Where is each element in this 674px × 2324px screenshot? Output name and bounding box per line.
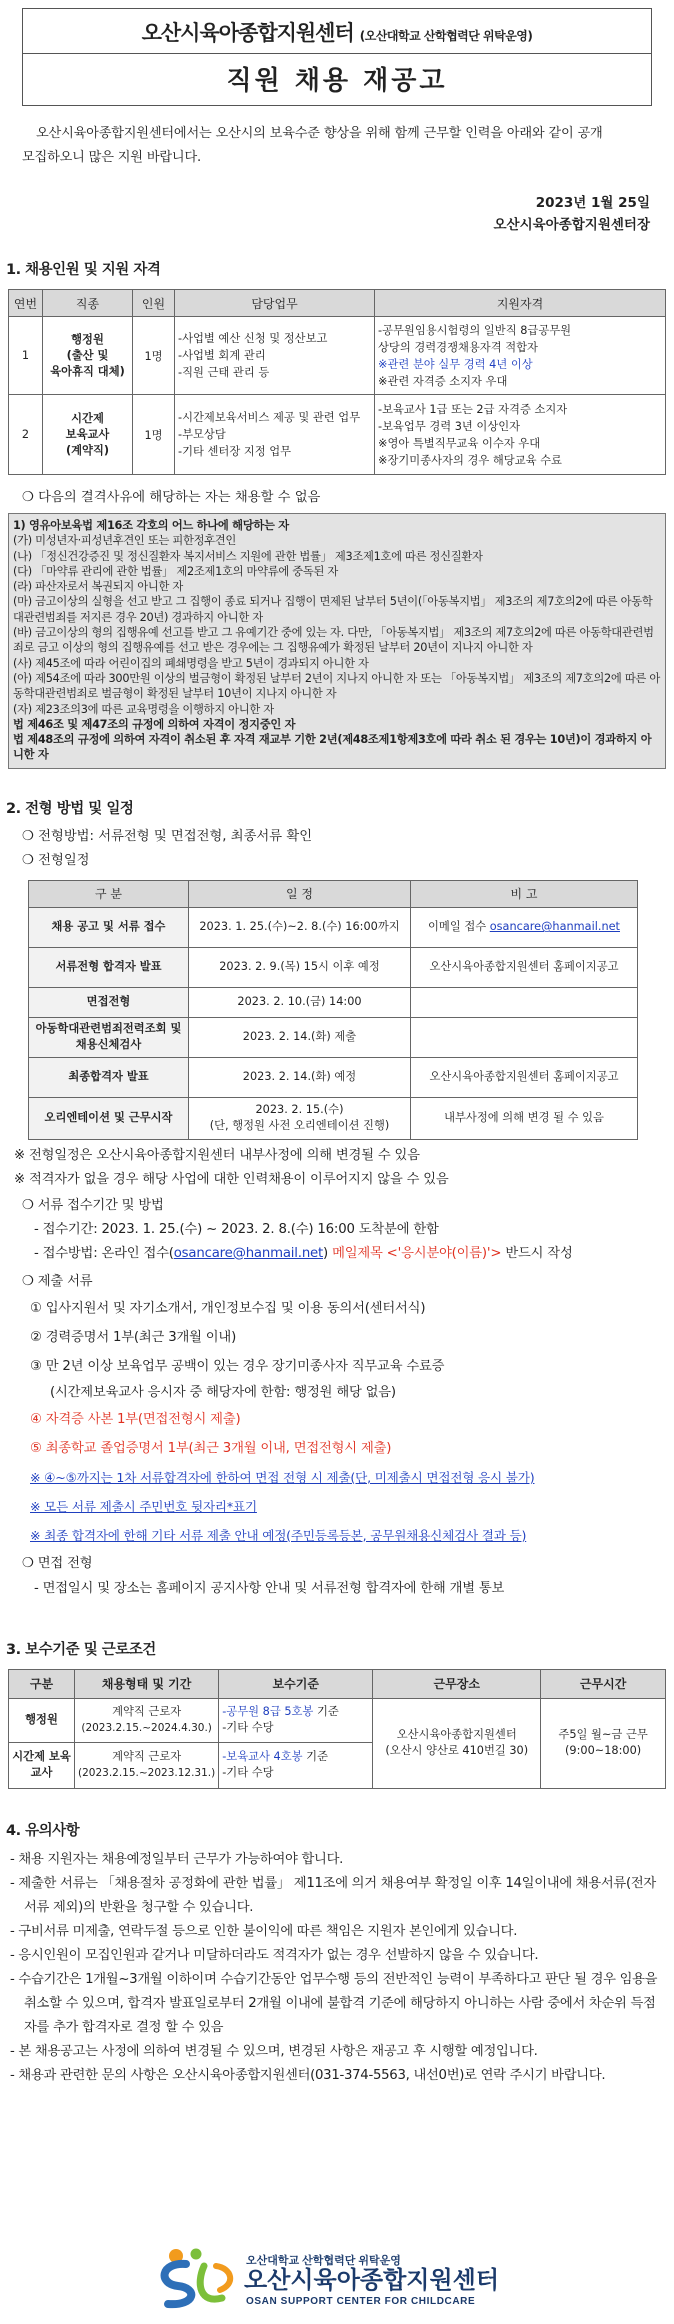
- section-3-title: 3. 보수기준 및 근로조건: [6, 1641, 156, 1658]
- doc-item: ① 입사지원서 및 자기소개서, 개인정보수집 및 이용 동의서(센터서식): [30, 1300, 426, 1316]
- table-row: [29, 987, 638, 1017]
- recruitment-notice-page: [0, 8, 674, 2324]
- footer-logo-block: [0, 2244, 674, 2314]
- disq-line: (라) 파산자로서 복권되지 아니한 자: [13, 580, 183, 594]
- pay-standard: [219, 1742, 373, 1788]
- form-line: (2023.2.15.~2024.4.30.): [81, 1722, 212, 1735]
- place-line: (오산시 양산로 410번길 30): [385, 1744, 529, 1758]
- sched-note: 오산시육아종합지원센터 홈페이지공고: [411, 947, 638, 987]
- doc-item: ⑤ 최종학교 졸업증명서 1부(최근 3개월 이내, 면접전형시 제출): [30, 1440, 392, 1456]
- header-org-row: [23, 9, 651, 54]
- qual-line: -보육교사 1급 또는 2급 자격증 소지자: [378, 402, 568, 416]
- selection-method: ❍ 전형방법: 서류전형 및 면접전형, 최종서류 확인: [22, 828, 313, 844]
- table-row: [29, 1017, 638, 1057]
- doc-note: ※ 모든 서류 제출시 주민번호 뒷자리*표기: [30, 1498, 257, 1514]
- sched-date: 2023. 2. 9.(목) 15시 이후 예정: [189, 947, 411, 987]
- pay-header-hours: 근무시간: [541, 1669, 666, 1698]
- disq-line: 법 제46조 및 제47조의 규정에 의하여 자격이 정지중인 자: [13, 717, 296, 731]
- center-logo-icon: [165, 2249, 231, 2305]
- method-subject-rule: 메일제목 <'응시분야(이름)'>: [332, 1245, 502, 1261]
- pay-header-row: [9, 1669, 666, 1698]
- form-line: 계약직 근로자: [112, 1705, 182, 1719]
- col-header-quals: 지원자격: [375, 290, 666, 317]
- email-link[interactable]: osancare@hanmail.net: [489, 920, 620, 934]
- sched-header-step: 구 분: [29, 880, 189, 907]
- pay-standard: [219, 1698, 373, 1742]
- pay-form: [75, 1698, 219, 1742]
- footer-english-name: OSAN SUPPORT CENTER FOR CHILDCARE: [246, 2296, 476, 2307]
- pay-type: 행정원: [9, 1698, 75, 1742]
- docs-label: ❍ 제출 서류: [22, 1273, 93, 1289]
- doc-item: ② 경력증명서 1부(최근 3개월 이내): [30, 1329, 237, 1345]
- submit-period: - 접수기간: 2023. 1. 25.(수) ~ 2023. 2. 8.(수) 16:00 도착분에 한함: [34, 1221, 439, 1237]
- table-row: [29, 1097, 638, 1139]
- note-item: - 응시인원이 모집인원과 같거나 미달하더라도 적격자가 없는 경우 선발하지 않을 수 있습니다.: [10, 1947, 539, 1963]
- doc-item-note: (시간제보육교사 응시자 중 해당자에 한함: 행정원 해당 없음): [50, 1384, 396, 1400]
- doc-note: ※ 최종 합격자에 한해 기타 서류 제출 안내 예정(주민등록등본, 공무원채용신체검사 결과 등): [30, 1527, 527, 1543]
- note-item: - 채용 지원자는 채용예정일부터 근무가 가능하여야 합니다.: [10, 1851, 344, 1867]
- doc-item: ④ 자격증 사본 1부(면접전형시 제출): [30, 1411, 241, 1427]
- sched-date: [189, 1097, 411, 1139]
- disqualification-box: [8, 513, 666, 769]
- sched-step: 최종합격자 발표: [29, 1057, 189, 1097]
- duty-line: -기타 센터장 지정 업무: [178, 445, 292, 458]
- pay-form: [75, 1742, 219, 1788]
- issuer-name: 오산시육아종합지원센터장: [493, 217, 650, 233]
- interview-label: ❍ 면접 전형: [22, 1555, 93, 1571]
- footer-center-name: 오산시육아종합지원센터: [244, 2267, 500, 2294]
- schedule-table: [28, 880, 638, 1140]
- schedule-note: ※ 전형일정은 오산시육아종합지원센터 내부사정에 의해 변경될 수 있음: [14, 1147, 420, 1163]
- form-line: (2023.2.15.~2023.12.31.): [78, 1767, 216, 1780]
- sched-date: 2023. 2. 14.(화) 제출: [189, 1017, 411, 1057]
- method-suffix: 반드시 작성: [501, 1245, 573, 1261]
- notice-header: [22, 8, 652, 106]
- doc-item: ③ 만 2년 이상 보육업무 공백이 있는 경우 장기미종사자 직무교육 수료증: [30, 1358, 445, 1374]
- doc-note: ※ ④~⑤까지는 1차 서류합격자에 한하여 면접 전형 시 제출(단, 미제출시 면접전형 응시 불가): [30, 1469, 535, 1485]
- qual-line: -보육업무 경력 3년 이상인자: [378, 419, 521, 433]
- method-prefix: - 접수방법: 온라인 접수(: [34, 1245, 174, 1261]
- date-line: (단, 행정원 사전 오리엔테이션 진행): [209, 1119, 390, 1133]
- org-subtitle: (오산대학교 산학협력단 위탁운영): [359, 29, 533, 43]
- qual-line: ※관련 분야 실무 경력 4년 이상: [378, 357, 533, 371]
- issue-block: [0, 192, 650, 236]
- row-count: 1명: [133, 317, 175, 395]
- sched-step: 아동학대관련범죄전력조회 및 채용신체검사: [29, 1017, 189, 1057]
- sched-date: 2023. 2. 10.(금) 14:00: [189, 987, 411, 1017]
- duty-line: -시간제보육서비스 제공 및 관련 업무: [178, 411, 361, 424]
- sched-step: 채용 공고 및 서류 접수: [29, 907, 189, 947]
- issue-date: 2023년 1월 25일: [535, 195, 650, 211]
- col-header-job: 직종: [43, 290, 133, 317]
- duty-line: -부모상담: [178, 428, 226, 441]
- work-hours: [541, 1698, 666, 1788]
- submit-method: [22, 1242, 674, 1266]
- docs-list: [22, 1294, 674, 1550]
- pay-grade-suffix: 기준: [302, 1750, 328, 1764]
- duty-line: -사업별 회계 관리: [178, 349, 266, 362]
- disq-line: 1) 영유아보육법 제16조 각호의 어느 하나에 해당하는 자: [13, 519, 289, 532]
- section-2-title: 2. 전형 방법 및 일정: [6, 800, 134, 817]
- pay-type: 시간제 보육교사: [9, 1742, 75, 1788]
- note-item: - 구비서류 미제출, 연락두절 등으로 인한 불이익에 따른 책임은 지원자 본인에게 있습니다.: [10, 1923, 518, 1939]
- disq-line: (사) 제45조에 따라 어린이집의 폐쇄명령을 받고 5년이 경과되지 아니한 자: [13, 656, 369, 670]
- pay-header-form: 채용형태 및 기간: [75, 1669, 219, 1698]
- disq-line: (마) 금고이상의 실형을 선고 받고 그 집행이 종료 되거나 집행이 면제된 날부터 5년이(「아동복지법」 제3조의 제7호의2에 따른 아동학대관련범죄를 저지른 경우 20년) 경과하지 아니한 자: [13, 595, 653, 624]
- pay-grade: -공무원 8급 5호봉: [222, 1705, 314, 1719]
- disq-line: (가) 미성년자·피성년후견인 또는 피한정후견인: [13, 534, 237, 548]
- pay-extra: -기타 수당: [222, 1721, 274, 1735]
- job-line: (계약직): [65, 443, 110, 457]
- footer-small-text: 오산대학교 산학협력단 위탁운영: [246, 2255, 401, 2267]
- col-header-no: 연번: [9, 290, 43, 317]
- note-item: - 제출한 서류는 「채용절차 공정화에 관한 법률」 제11조에 의거 채용여부 확정일 이후 14일이내에 채용서류(전자서류 제외)의 반환을 청구할 수 있습니다.: [10, 1875, 656, 1915]
- schedule-label: ❍ 전형일정: [22, 852, 90, 868]
- row-duties: [175, 317, 375, 395]
- row-duties: [175, 395, 375, 475]
- qual-line: ※장기미종사자의 경우 해당교육 수료: [378, 453, 562, 467]
- schedule-note: ※ 적격자가 없을 경우 해당 사업에 대한 인력채용이 이루어지지 않을 수 있음: [14, 1171, 449, 1187]
- table-row: [29, 1057, 638, 1097]
- schedule-header-row: [29, 880, 638, 907]
- note-prefix: 이메일 접수: [428, 920, 490, 934]
- job-line: 육아휴직 대체): [50, 364, 125, 378]
- notice-title: 직원 채용 재공고: [226, 66, 448, 96]
- schedule-notes: [14, 1144, 674, 1192]
- disq-line: (아) 제54조에 따라 300만원 이상의 벌금형이 확정된 날부터 2년이 지나지 아니한 자 또는 「아동복지법」 제3조의 제7호의2에 따른 아동학대관련범죄로 벌금형이 확정된 날부터 10년이 지나지 아니한 자: [13, 671, 660, 701]
- hours-line: (9:00~18:00): [565, 1744, 642, 1758]
- table-row: [29, 907, 638, 947]
- qual-line: -공무원임용시험령의 일반직 8급공무원: [378, 323, 572, 337]
- sched-step: 오리엔테이션 및 근무시작: [29, 1097, 189, 1139]
- section-4-title: 4. 유의사항: [6, 1822, 80, 1839]
- submit-email-link[interactable]: osancare@hanmail.net: [173, 1245, 324, 1261]
- sched-note: 내부사정에 의해 변경 될 수 있음: [411, 1097, 638, 1139]
- sched-header-note: 비 고: [411, 880, 638, 907]
- sched-header-date: 일 정: [189, 880, 411, 907]
- work-place: [373, 1698, 541, 1788]
- duty-line: -직원 근태 관리 등: [178, 366, 270, 379]
- notes-list: [10, 1848, 664, 2088]
- submit-label: ❍ 서류 접수기간 및 방법: [22, 1197, 164, 1213]
- org-name: 오산시육아종합지원센터: [141, 21, 354, 45]
- disq-line: (다) 「마약류 관리에 관한 법률」 제2조제1호의 마약류에 중독된 자: [13, 564, 339, 578]
- pay-header-pay: 보수기준: [219, 1669, 373, 1698]
- center-logo: [0, 2244, 674, 2314]
- qual-line: ※관련 자격증 소지자 우대: [378, 374, 508, 388]
- row-no: 1: [9, 317, 43, 395]
- row-no: 2: [9, 395, 43, 475]
- sched-date: 2023. 1. 25.(수)~2. 8.(수) 16:00까지: [189, 907, 411, 947]
- table-row: [9, 317, 666, 395]
- sched-date: 2023. 2. 14.(화) 예정: [189, 1057, 411, 1097]
- disq-line: 법 제48조의 규정에 의하여 자격이 취소된 후 자격 재교부 기한 2년(제48조제1항제3호에 따라 취소 된 경우는 10년)이 경과하지 아니한 자: [13, 733, 652, 762]
- table-row: [29, 947, 638, 987]
- table-row: [9, 395, 666, 475]
- note-item: - 채용과 관련한 문의 사항은 오산시육아종합지원센터(031-374-5563, 내선0번)로 연락 주시기 바랍니다.: [10, 2067, 606, 2083]
- sched-note: [411, 1017, 638, 1057]
- qual-line: ※영아 특별직무교육 이수자 우대: [378, 436, 541, 450]
- section-1-title: 1. 채용인원 및 지원 자격: [6, 262, 161, 278]
- sched-step: 서류전형 합격자 발표: [29, 947, 189, 987]
- job-line: 행정원: [71, 332, 104, 346]
- duty-line: -사업별 예산 신청 및 정산보고: [178, 332, 328, 345]
- pay-extra: -기타 수당: [222, 1766, 274, 1780]
- row-quals: [375, 395, 666, 475]
- disq-line: (바) 금고이상의 형의 집행유예 선고를 받고 그 유예기간 중에 있는 자. 다만, 「아동복지법」 제3조의 제7호의2에 따른 아동학대관련범죄로 금고 이상의 형의 집행유예를 선고 받은 경우에는 그 집행유예가 확정된 날부터 20년이 지나지 아니한 자: [13, 626, 654, 655]
- pay-header-place: 근무장소: [373, 1669, 541, 1698]
- place-line: 오산시육아종합지원센터: [396, 1728, 517, 1742]
- date-line: 2023. 2. 15.(수): [255, 1103, 344, 1117]
- pay-table: [8, 1669, 666, 1789]
- interview-info: - 면접일시 및 장소는 홈페이지 공지사항 안내 및 서류전형 합격자에 한해 개별 통보: [34, 1580, 505, 1596]
- row-quals: [375, 317, 666, 395]
- sched-note: [411, 987, 638, 1017]
- job-line: 보육교사: [65, 427, 110, 441]
- pay-grade: -보육교사 4호봉: [222, 1750, 303, 1764]
- job-line: (출산 및: [66, 348, 109, 362]
- disq-line: (나) 「정신건강증진 및 정신질환자 복지서비스 지원에 관한 법률」 제3조제1호에 따른 정신질환자: [13, 549, 483, 563]
- disqualification-intro: ❍ 다음의 결격사유에 해당하는 자는 채용할 수 없음: [22, 490, 321, 505]
- submission-block: [22, 1194, 674, 1602]
- job-line: 시간제: [71, 411, 104, 425]
- method-mid: ): [323, 1245, 333, 1261]
- sched-step: 면접전형: [29, 987, 189, 1017]
- positions-table: [8, 289, 666, 475]
- sched-note: 오산시육아종합지원센터 홈페이지공고: [411, 1057, 638, 1097]
- pay-grade-suffix: 기준: [313, 1705, 339, 1719]
- note-item: - 수습기간은 1개월~3개월 이하이며 수습기간동안 업무수행 등의 전반적인 능력이 부족하다고 판단 될 경우 임용을 취소할 수 있으며, 합격자 발표일로부터 2개월 이내에 불합격 기준에 해당하지 아니하는 사람 중에서 차순위 득점자를 추가 합격자로 결정 할 수 있음: [10, 1971, 658, 2035]
- col-header-count: 인원: [133, 290, 175, 317]
- positions-header-row: [9, 290, 666, 317]
- row-job: [43, 395, 133, 475]
- disq-line: (자) 제23조의3에 따른 교육명령을 이행하지 아니한 자: [13, 702, 274, 716]
- row-job: [43, 317, 133, 395]
- table-row: [9, 1698, 666, 1742]
- row-count: 1명: [133, 395, 175, 475]
- qual-line: 상당의 경력경쟁채용자격 적합자: [378, 340, 538, 354]
- hours-line: 주5일 월~금 근무: [558, 1728, 648, 1742]
- pay-header-type: 구분: [9, 1669, 75, 1698]
- note-item: - 본 채용공고는 사정에 의하여 변경될 수 있으며, 변경된 사항은 재공고 후 시행할 예정입니다.: [10, 2043, 538, 2059]
- intro-paragraph: 오산시육아종합지원센터에서는 오산시의 보육수준 향상을 위해 함께 근무할 인력을 아래와 같이 공개 모집하오니 많은 지원 바랍니다.: [22, 126, 603, 165]
- form-line: 계약직 근로자: [112, 1750, 182, 1764]
- col-header-duties: 담당업무: [175, 290, 375, 317]
- sched-note: [411, 907, 638, 947]
